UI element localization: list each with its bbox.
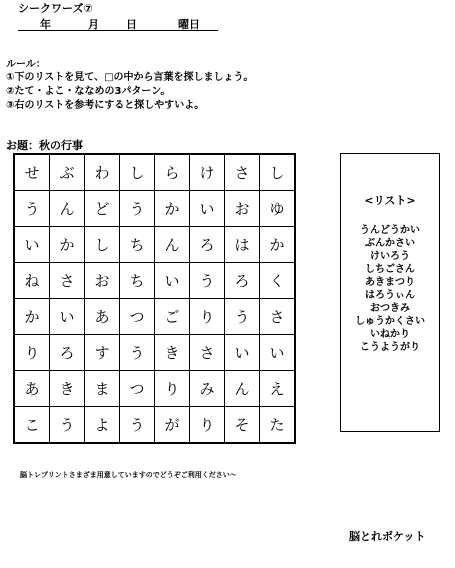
grid-cell[interactable]: ろ	[225, 263, 260, 299]
grid-cell[interactable]: い	[190, 191, 225, 227]
grid-cell[interactable]: き	[50, 371, 85, 407]
grid-cell[interactable]: ん	[155, 227, 190, 263]
rule-line: ①下のリストを見て、□の中から言葉を探しましょう。	[6, 72, 254, 83]
year-label: 年	[40, 18, 51, 31]
word-list-item: いねかり	[370, 329, 410, 340]
brand-name: 脳とれポケット	[349, 530, 426, 543]
grid-cell[interactable]: ど	[85, 191, 120, 227]
grid-cell[interactable]: そ	[225, 407, 260, 444]
grid-cell[interactable]: さ	[50, 263, 85, 299]
grid-cell[interactable]: お	[225, 191, 260, 227]
grid-row	[14, 299, 295, 335]
grid-cell[interactable]: ろ	[50, 335, 85, 371]
grid-cell[interactable]: す	[85, 335, 120, 371]
grid-cell[interactable]: た	[260, 407, 296, 444]
footer-note: 脳トレプリントさまざま用意していますのでどうぞご利用ください～	[20, 471, 237, 479]
grid-row	[14, 407, 295, 444]
grid-row	[14, 335, 295, 371]
grid-cell[interactable]: か	[50, 227, 85, 263]
puzzle-subject: お題：秋の行事	[6, 139, 83, 152]
grid-cell[interactable]: え	[260, 371, 296, 407]
grid-cell[interactable]: は	[225, 227, 260, 263]
grid-cell[interactable]: き	[155, 335, 190, 371]
grid-cell[interactable]: う	[14, 191, 50, 227]
grid-row	[14, 191, 295, 227]
grid-cell[interactable]: し	[120, 154, 155, 191]
grid-cell[interactable]: さ	[225, 154, 260, 191]
word-list-item: けいろう	[370, 251, 410, 262]
grid-cell[interactable]: せ	[14, 154, 50, 191]
grid-cell[interactable]: ご	[155, 299, 190, 335]
grid-cell[interactable]: よ	[85, 407, 120, 444]
day-label: 日	[126, 18, 137, 31]
rule-line: ②たて・よこ・ななめの3パターン。	[6, 86, 171, 97]
grid-cell[interactable]: か	[260, 227, 296, 263]
grid-row	[14, 154, 295, 191]
rule-line: ③右のリストを参考にすると探しやすいよ。	[6, 100, 205, 111]
word-list-box	[340, 153, 440, 432]
grid-cell[interactable]: く	[260, 263, 296, 299]
grid-cell[interactable]: け	[190, 154, 225, 191]
word-list-item: おつきみ	[370, 303, 410, 314]
grid-cell[interactable]: う	[225, 299, 260, 335]
word-list-title: <リスト>	[364, 194, 416, 207]
word-search-grid	[13, 153, 296, 444]
grid-cell[interactable]: い	[260, 335, 296, 371]
grid-cell[interactable]: わ	[85, 154, 120, 191]
word-list	[341, 224, 439, 354]
grid-cell[interactable]: が	[155, 407, 190, 444]
grid-cell[interactable]: り	[190, 299, 225, 335]
grid-cell[interactable]: ぶ	[50, 154, 85, 191]
word-list-item: あきまつり	[365, 277, 415, 288]
grid-cell[interactable]: う	[50, 407, 85, 444]
grid-cell[interactable]: い	[14, 227, 50, 263]
grid-cell[interactable]: こ	[14, 407, 50, 444]
grid-cell[interactable]: ろ	[190, 227, 225, 263]
rules-heading: ルール：	[6, 59, 46, 70]
word-list-item: うんどうかい	[360, 225, 420, 236]
worksheet-title: シークワーズ⑦	[18, 2, 93, 15]
word-list-item: はろうぃん	[365, 290, 415, 301]
month-label: 月	[88, 18, 99, 31]
grid-cell[interactable]: り	[190, 407, 225, 444]
grid-cell[interactable]: か	[155, 191, 190, 227]
grid-cell[interactable]: つ	[120, 371, 155, 407]
grid-cell[interactable]: ね	[14, 263, 50, 299]
word-list-item: しゅうかくさい	[355, 316, 425, 327]
grid-cell[interactable]: あ	[14, 371, 50, 407]
grid-cell[interactable]: お	[85, 263, 120, 299]
grid-cell[interactable]: さ	[260, 299, 296, 335]
grid-cell[interactable]: ら	[155, 154, 190, 191]
date-line	[18, 14, 218, 31]
grid-cell[interactable]: い	[50, 299, 85, 335]
word-list-item: こうようがり	[360, 342, 420, 353]
grid-cell[interactable]: さ	[190, 335, 225, 371]
grid-cell[interactable]: り	[155, 371, 190, 407]
grid-row	[14, 263, 295, 299]
grid-cell[interactable]: う	[190, 263, 225, 299]
grid-cell[interactable]: ま	[85, 371, 120, 407]
grid-cell[interactable]: み	[190, 371, 225, 407]
grid-cell[interactable]: つ	[120, 299, 155, 335]
weekday-label: 曜日	[178, 18, 200, 31]
grid-cell[interactable]: か	[14, 299, 50, 335]
word-list-item: ぶんかさい	[365, 238, 415, 249]
grid-cell[interactable]: う	[120, 191, 155, 227]
grid-cell[interactable]: り	[14, 335, 50, 371]
grid-cell[interactable]: あ	[85, 299, 120, 335]
grid-cell[interactable]: し	[85, 227, 120, 263]
grid-cell[interactable]: う	[120, 407, 155, 444]
grid-cell[interactable]: ん	[225, 371, 260, 407]
grid-cell[interactable]: ん	[50, 191, 85, 227]
grid-row	[14, 227, 295, 263]
grid-cell[interactable]: ち	[120, 263, 155, 299]
grid-cell[interactable]: し	[260, 154, 296, 191]
grid-cell[interactable]: い	[225, 335, 260, 371]
grid-cell[interactable]: ち	[120, 227, 155, 263]
word-list-item: しちごさん	[365, 264, 415, 275]
grid-cell[interactable]: い	[155, 263, 190, 299]
grid-cell[interactable]: う	[120, 335, 155, 371]
grid-row	[14, 371, 295, 407]
grid-cell[interactable]: ゆ	[260, 191, 296, 227]
